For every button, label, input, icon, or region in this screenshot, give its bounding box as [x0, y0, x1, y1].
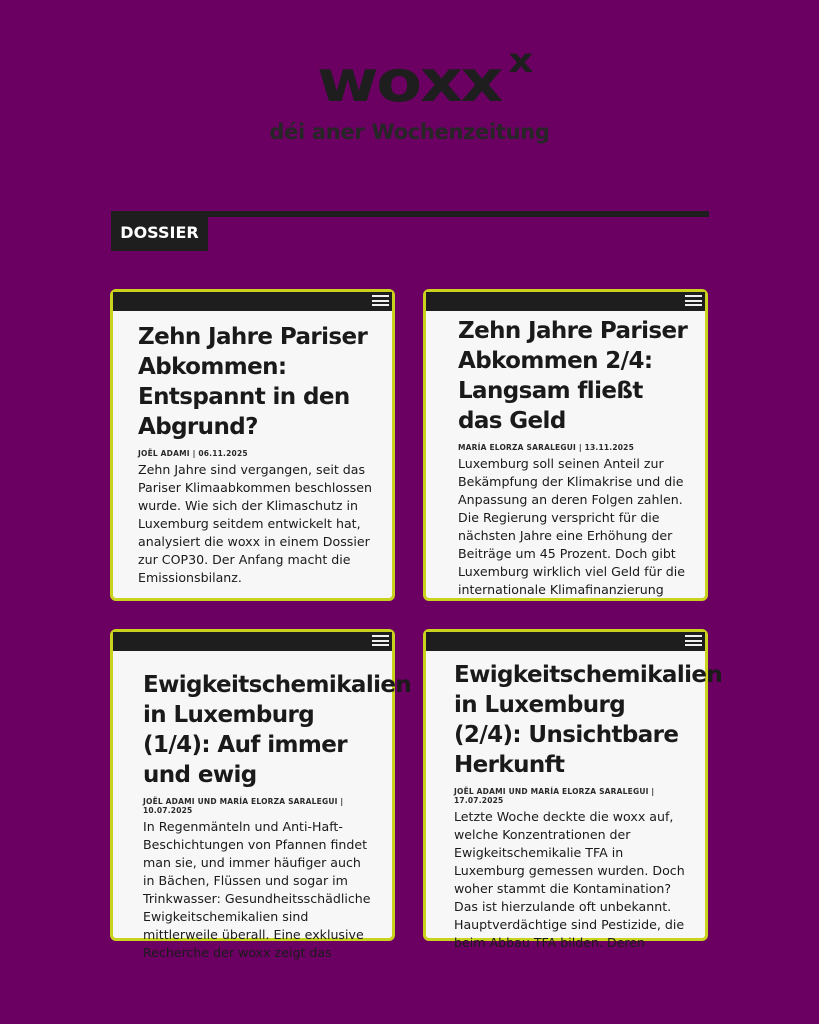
article-title[interactable]: Ewigkeitschemikalien in Luxemburg (1/4): Auf immer und ewig	[143, 672, 412, 788]
card-header-bar	[426, 632, 705, 651]
article-teaser: Luxemburg soll seinen Anteil zur Bekämpfung der Klimakrise und die Anpassung an deren Folgen zahlen. Die Regierung verspricht für die nächsten Jahre eine Erhöhung der Beiträge um 45 Prozent. Doch gibt Luxemburg wirklich viel Geld für die internationale Klimafinanzierung	[458, 456, 686, 597]
article-title[interactable]: Zehn Jahre Pariser Abkommen: Entspannt in den Abgrund?	[138, 324, 368, 440]
site-logo[interactable]	[0, 41, 819, 115]
article-meta: JOËL ADAMI | 06.11.2025	[138, 449, 248, 458]
section-label: DOSSIER	[111, 214, 208, 251]
logo-superscript: x	[508, 41, 532, 81]
article-card[interactable]	[423, 289, 708, 601]
article-teaser: Zehn Jahre sind vergangen, seit das Pariser Klimaabkommen beschlossen wurde. Wie sich der Klimaschutz in Luxemburg seitdem entwickelt hat, analysiert die woxx in einem Dossier zur COP30. Der Anfang macht die Emissionsbilanz.	[138, 462, 372, 585]
article-teaser: In Regenmänteln und Anti-Haft-Beschichtungen von Pfannen findet man sie, und immer häufiger auch in Bächen, Flüssen und sogar im Trinkwasser: Gesundheitsschädliche Ewigkeitschemikalien sind mittlerweile überall. Eine exklusive Recherche der woxx zeigt das	[143, 819, 371, 960]
hamburger-menu-icon[interactable]	[372, 634, 389, 647]
card-header-bar	[426, 292, 705, 311]
article-card[interactable]	[110, 289, 395, 601]
logo-wordmark: woxx	[317, 47, 502, 115]
article-card[interactable]	[110, 629, 412, 960]
card-header-bar	[113, 292, 392, 311]
site-tagline: déi aner Wochenzeitung	[269, 120, 550, 144]
article-teaser: Letzte Woche deckte die woxx auf, welche Konzentrationen der Ewigkeitschemikalie TFA in Luxemburg gemessen wurden. Doch woher stammt die Kontamination? Das ist hierzulande oft unbekannt. Hauptverdächtige sind Pestizide, die beim Abbau TFA bilden. Deren	[454, 809, 685, 950]
hamburger-menu-icon[interactable]	[685, 634, 702, 647]
article-meta: MARÍA ELORZA SARALEGUI | 13.11.2025	[458, 443, 635, 452]
article-meta: JOËL ADAMI UND MARÍA ELORZA SARALEGUI | 17.07.2025	[454, 787, 655, 805]
card-header-bar	[113, 632, 392, 651]
article-meta: JOËL ADAMI UND MARÍA ELORZA SARALEGUI | 10.07.2025	[143, 797, 344, 815]
article-title[interactable]: Zehn Jahre Pariser Abkommen 2/4: Langsam fließt das Geld	[458, 318, 688, 434]
article-title[interactable]: Ewigkeitschemikalien in Luxemburg (2/4): Unsichtbare Herkunft	[454, 662, 723, 778]
hamburger-menu-icon[interactable]	[685, 294, 702, 307]
article-card[interactable]	[423, 629, 723, 950]
hamburger-menu-icon[interactable]	[372, 294, 389, 307]
